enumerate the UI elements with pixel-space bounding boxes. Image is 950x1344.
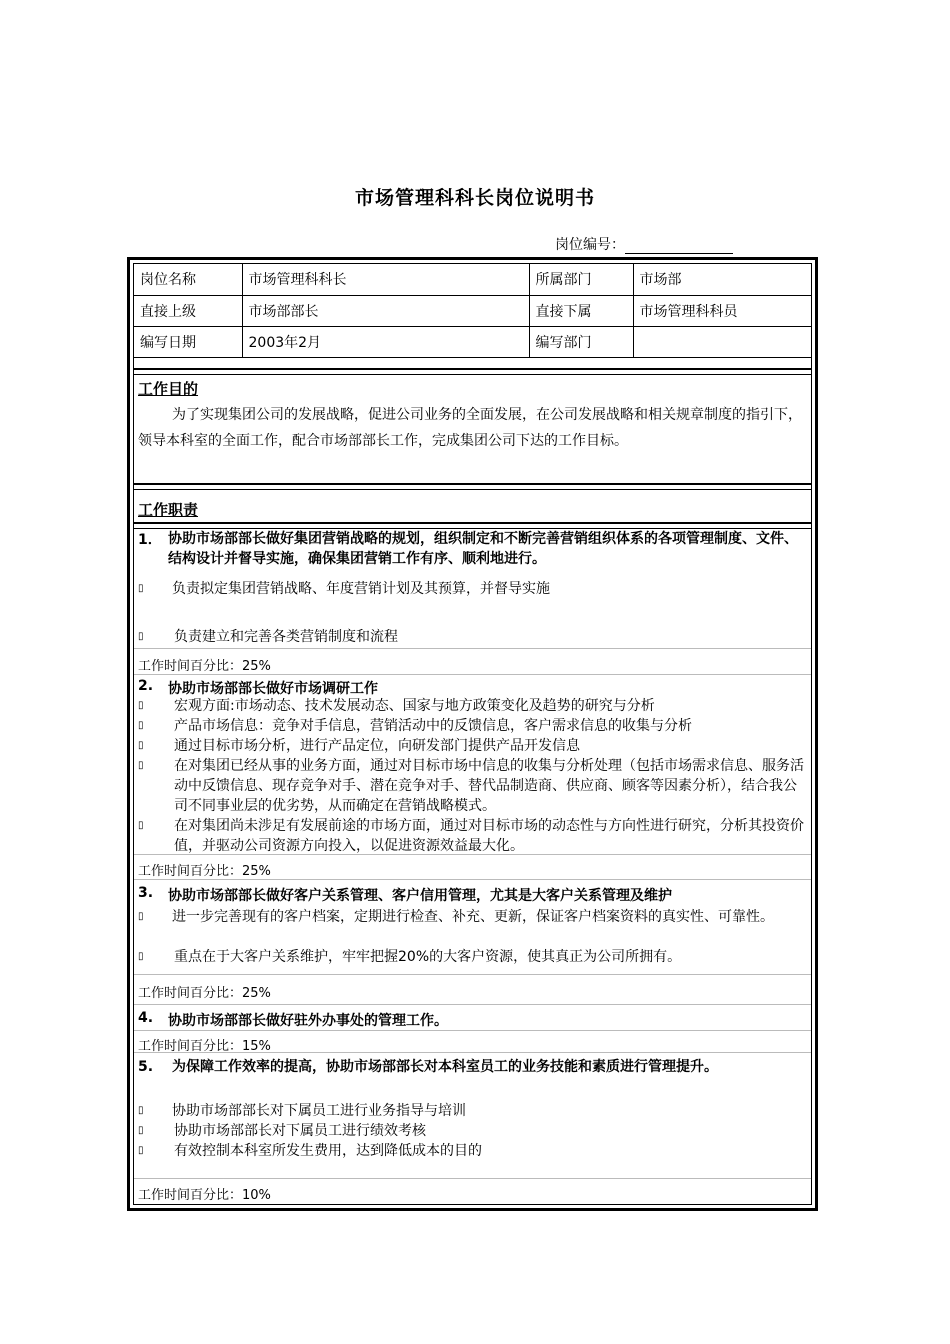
purpose-text: 为了实现集团公司的发展战略，促进公司业务的全面发展，在公司发展战略和相关规章制度的指引下，领导本科室的全面工作，配合市场部部长工作，完成集团公司下达的工作目标。 <box>138 407 802 449</box>
purpose-heading: 工作目的 <box>138 380 199 398</box>
duty-number: 3. <box>138 885 154 901</box>
info-cell: 市场部 <box>633 264 811 295</box>
row-divider <box>134 1004 811 1005</box>
duty-number: 2. <box>138 678 154 694</box>
time-percentage: 工作时间百分比：25% <box>138 864 271 879</box>
duty-title: 5. 为保障工作效率的提高，协助市场部部长对本科室员工的业务技能和素质进行管理提升。 <box>138 1059 718 1075</box>
time-percentage: 工作时间百分比：10% <box>138 1188 271 1203</box>
duty-title: 协助市场部部长做好驻外办事处的管理工作。 <box>168 1013 448 1029</box>
info-cell: 所属部门 <box>529 264 633 295</box>
bullet-icon: ▯ <box>138 740 144 751</box>
duty-number: 1． <box>138 532 162 548</box>
duty-number: 4. <box>138 1010 154 1026</box>
bullet-icon: ▯ <box>138 631 144 642</box>
info-row <box>134 326 811 357</box>
info-cell: 岗位名称 <box>134 264 242 295</box>
row-divider <box>134 1052 811 1053</box>
section-divider <box>134 368 811 375</box>
job-number-field <box>555 234 733 254</box>
info-cell: 编写部门 <box>529 326 633 357</box>
job-number-blank <box>625 239 733 254</box>
row-divider <box>134 674 811 675</box>
bullet-icon: ▯ <box>138 700 144 711</box>
bullet-icon: ▯ <box>138 951 144 962</box>
bullet-icon: ▯ <box>138 1145 144 1156</box>
bullet-icon: ▯ <box>138 1125 144 1136</box>
bullet-icon: ▯ <box>138 583 144 594</box>
info-cell: 直接上级 <box>134 295 242 326</box>
info-cell <box>633 326 811 357</box>
section-divider <box>134 522 811 529</box>
row-divider <box>134 648 811 649</box>
row-divider <box>134 974 811 975</box>
info-cell: 市场管理科科长 <box>242 264 529 295</box>
time-percentage: 工作时间百分比：15% <box>138 1039 271 1054</box>
info-cell: 编写日期 <box>134 326 242 357</box>
time-percentage: 工作时间百分比：25% <box>138 986 271 1001</box>
info-cell: 市场部部长 <box>242 295 529 326</box>
job-description-body: 岗位名称 市场管理科科长 所属部门 市场部 直接上级 市场部部长 直接下属 市场管理科科员 编写日期 2003年2月 编写部门 工作目的 为了实现集团公司的发展战略，促进公司业务的全面发展，在公司发展战略和相关规章制度的指引下，领导本科室的全面工作，配合市场部部长工作，完成集团公司下达的工作目标。 工作职责 1． 协助市场部部长做好集团营销战略的规划，组织制定和不断完善营销组织体系的各项管理制度、文件、结构设计并督导实施，确保集团营销工作有序、顺利地进行。 ▯ 负责拟定集团营销战略、年度营销计划及其预算，并督导实施 ▯ 负责建立和完善各类营销制度和流程 工作时间百分比：25% 2. 协助市场部部长做好市场调研工作 ▯ 宏观方面:市场动态、技术发展动态、国家与地方政策变化及趋势的研究与分析 ▯ 产品市场信息：竞争对手信息，营销活动中的反馈信息，客户需求信息的收集与分析 ▯ 通过目标市场分析，进行产品定位，向研发部门提供产品开发信息 ▯ 在对集团已经从事的业务方面，通过对目标市场中信息的收集与分析处理（包括市场需求信息、服务活动中反馈信息、现存竞争对手、潜在竞争对手、替代品制造商、供应商、顾客等因素分析），结合我公司不同事业层的优劣势，从而确定在营销战略模式。 ▯ 在对集团尚未涉足有发展前途的市场方面，通过对目标市场的动态性与方向性进行研究，分析其投资价值，并驱动公司资源方向投入，以促进资源效益最大化。 工作时间百分比：25% 3. 协助市场部部长做好客户关系管理、客户信用管理，尤其是大客户关系管理及维护 ▯ 进一步完善现有的客户档案，定期进行检查、补充、更新，保证客户档案资料的真实性、可靠性。 ▯ 重点在于大客户关系维护，牢牢把握20%的大客户资源，使其真正为公司所拥有。 工作时间百分比：25% 4. 协助市场部部长做好驻外办事处的管理工作。 工作时间百分比：15% 5. 为保障工作效率的提高，协助市场部部长对本科室员工的业务技能和素质进行管理提升。 ▯ 协助市场部部长对下属员工进行业务指导与培训 ▯ 协助市场部部长对下属员工进行绩效考核 ▯ 有效控制本科室所发生费用，达到降低成本的目的 工作时间百分比：10% <box>133 263 812 1205</box>
time-percentage: 工作时间百分比：25% <box>138 659 271 674</box>
info-cell: 2003年2月 <box>242 326 529 357</box>
job-number-label: 岗位编号： <box>555 237 625 253</box>
duty-title: 协助市场部部长做好客户关系管理、客户信用管理，尤其是大客户关系管理及维护 <box>168 888 672 904</box>
bullet-icon: ▯ <box>138 911 144 922</box>
info-row <box>134 295 811 326</box>
document-title: 市场管理科科长岗位说明书 <box>354 187 595 209</box>
job-description-frame <box>127 257 818 1211</box>
section-divider <box>134 483 811 490</box>
duties-heading: 工作职责 <box>138 501 199 519</box>
bullet-icon: ▯ <box>138 820 144 831</box>
info-table <box>134 264 811 358</box>
bullet-icon: ▯ <box>138 760 144 771</box>
row-divider <box>134 1178 811 1179</box>
bullet-icon: ▯ <box>138 1105 144 1116</box>
duty-title: 协助市场部部长做好集团营销战略的规划，组织制定和不断完善营销组织体系的各项管理制度、文件、结构设计并督导实施，确保集团营销工作有序、顺利地进行。 <box>168 531 798 567</box>
row-divider <box>134 879 811 880</box>
info-cell: 市场管理科科员 <box>633 295 811 326</box>
duty-number: 5. <box>138 1059 154 1075</box>
duty-title: 协助市场部部长做好市场调研工作 <box>168 681 378 697</box>
bullet-icon: ▯ <box>138 720 144 731</box>
row-divider <box>134 854 811 855</box>
row-divider <box>134 1030 811 1031</box>
info-row <box>134 264 811 295</box>
info-cell: 直接下属 <box>529 295 633 326</box>
